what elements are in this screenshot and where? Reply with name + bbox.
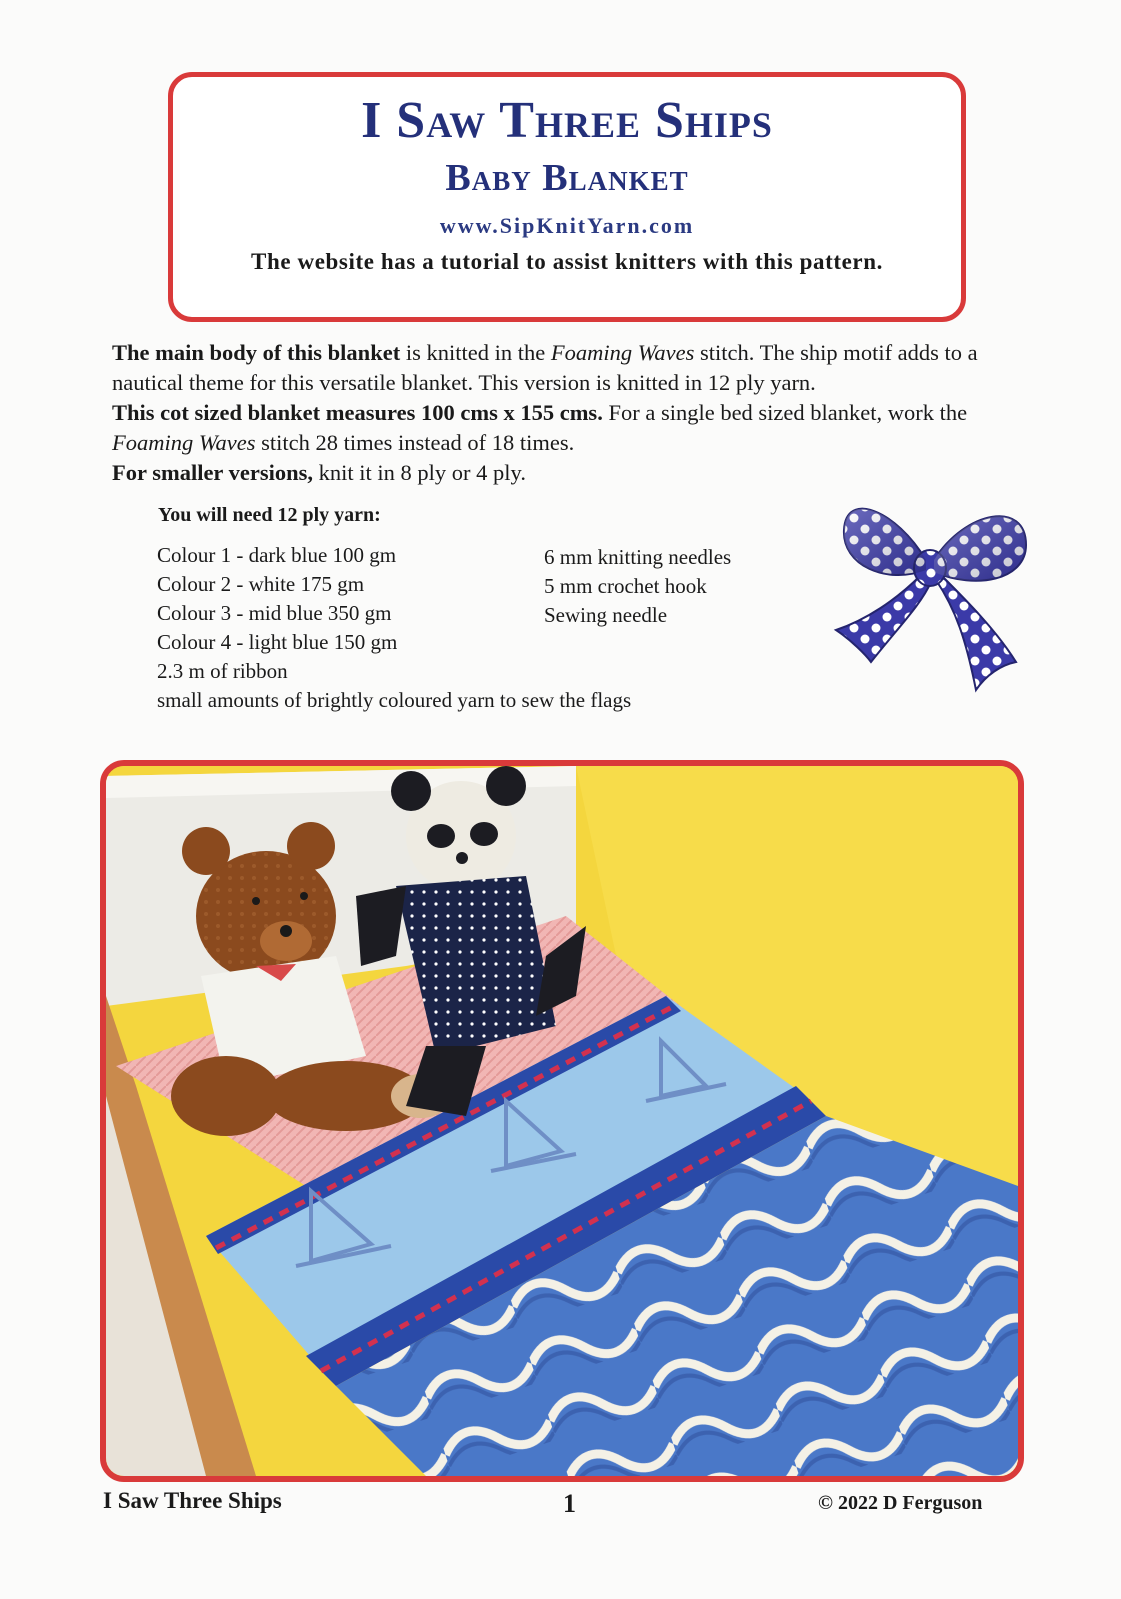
stitch-name-2: Foaming Waves [112,430,256,455]
list-item: Colour 3 - mid blue 350 gm [157,601,392,625]
title-box [168,72,966,322]
intro-emphasis-3: For smaller versions, [112,460,314,485]
stitch-name-1: Foaming Waves [550,340,695,365]
list-item: 5 mm crochet hook [544,574,707,598]
tools-list [544,543,731,630]
materials-heading: You will need 12 ply yarn: [158,504,381,526]
copyright: © 2022 D Ferguson [818,1492,983,1514]
list-item: 6 mm knitting needles [544,545,732,569]
intro-text-1b: stitch. The ship motif adds to a nautical theme for this versatile blanket. This version is knitted in 12 ply yarn. [112,340,978,395]
intro-text-2b: stitch 28 times instead of 18 times. [255,430,575,455]
page-subtitle: Baby Blanket [445,157,689,199]
intro-text [112,338,1032,488]
list-item: Colour 1 - dark blue 100 gm [157,543,397,567]
intro-paragraph-2 [112,398,1032,458]
intro-paragraph-1 [112,338,1032,398]
page-number: 1 [563,1489,576,1518]
intro-emphasis-1: The main body of this blanket [112,340,401,365]
tutorial-note: The website has a tutorial to assist knitters with this pattern. [251,249,883,274]
intro-paragraph-3 [112,458,1032,488]
polka-dot-bow-icon [826,490,1034,695]
page-title: I Saw Three Ships [361,92,773,149]
intro-text-3: knit it in 8 ply or 4 ply. [313,460,526,485]
intro-text-1a: is knitted in the [400,340,551,365]
list-item: 2.3 m of ribbon [157,659,288,683]
intro-text-2a: For a single bed sized blanket, work the [602,400,968,425]
blanket-photo [100,760,1024,1482]
footer-title: I Saw Three Ships [103,1488,282,1513]
website-link[interactable]: www.SipKnitYarn.com [439,213,695,238]
list-item: Colour 2 - white 175 gm [157,572,365,596]
list-item: Colour 4 - light blue 150 gm [157,630,398,654]
intro-emphasis-2: This cot sized blanket measures 100 cms x 155 cms. [112,400,603,425]
list-item: Sewing needle [544,603,668,627]
list-item: small amounts of brightly coloured yarn to sew the flags [157,688,632,712]
